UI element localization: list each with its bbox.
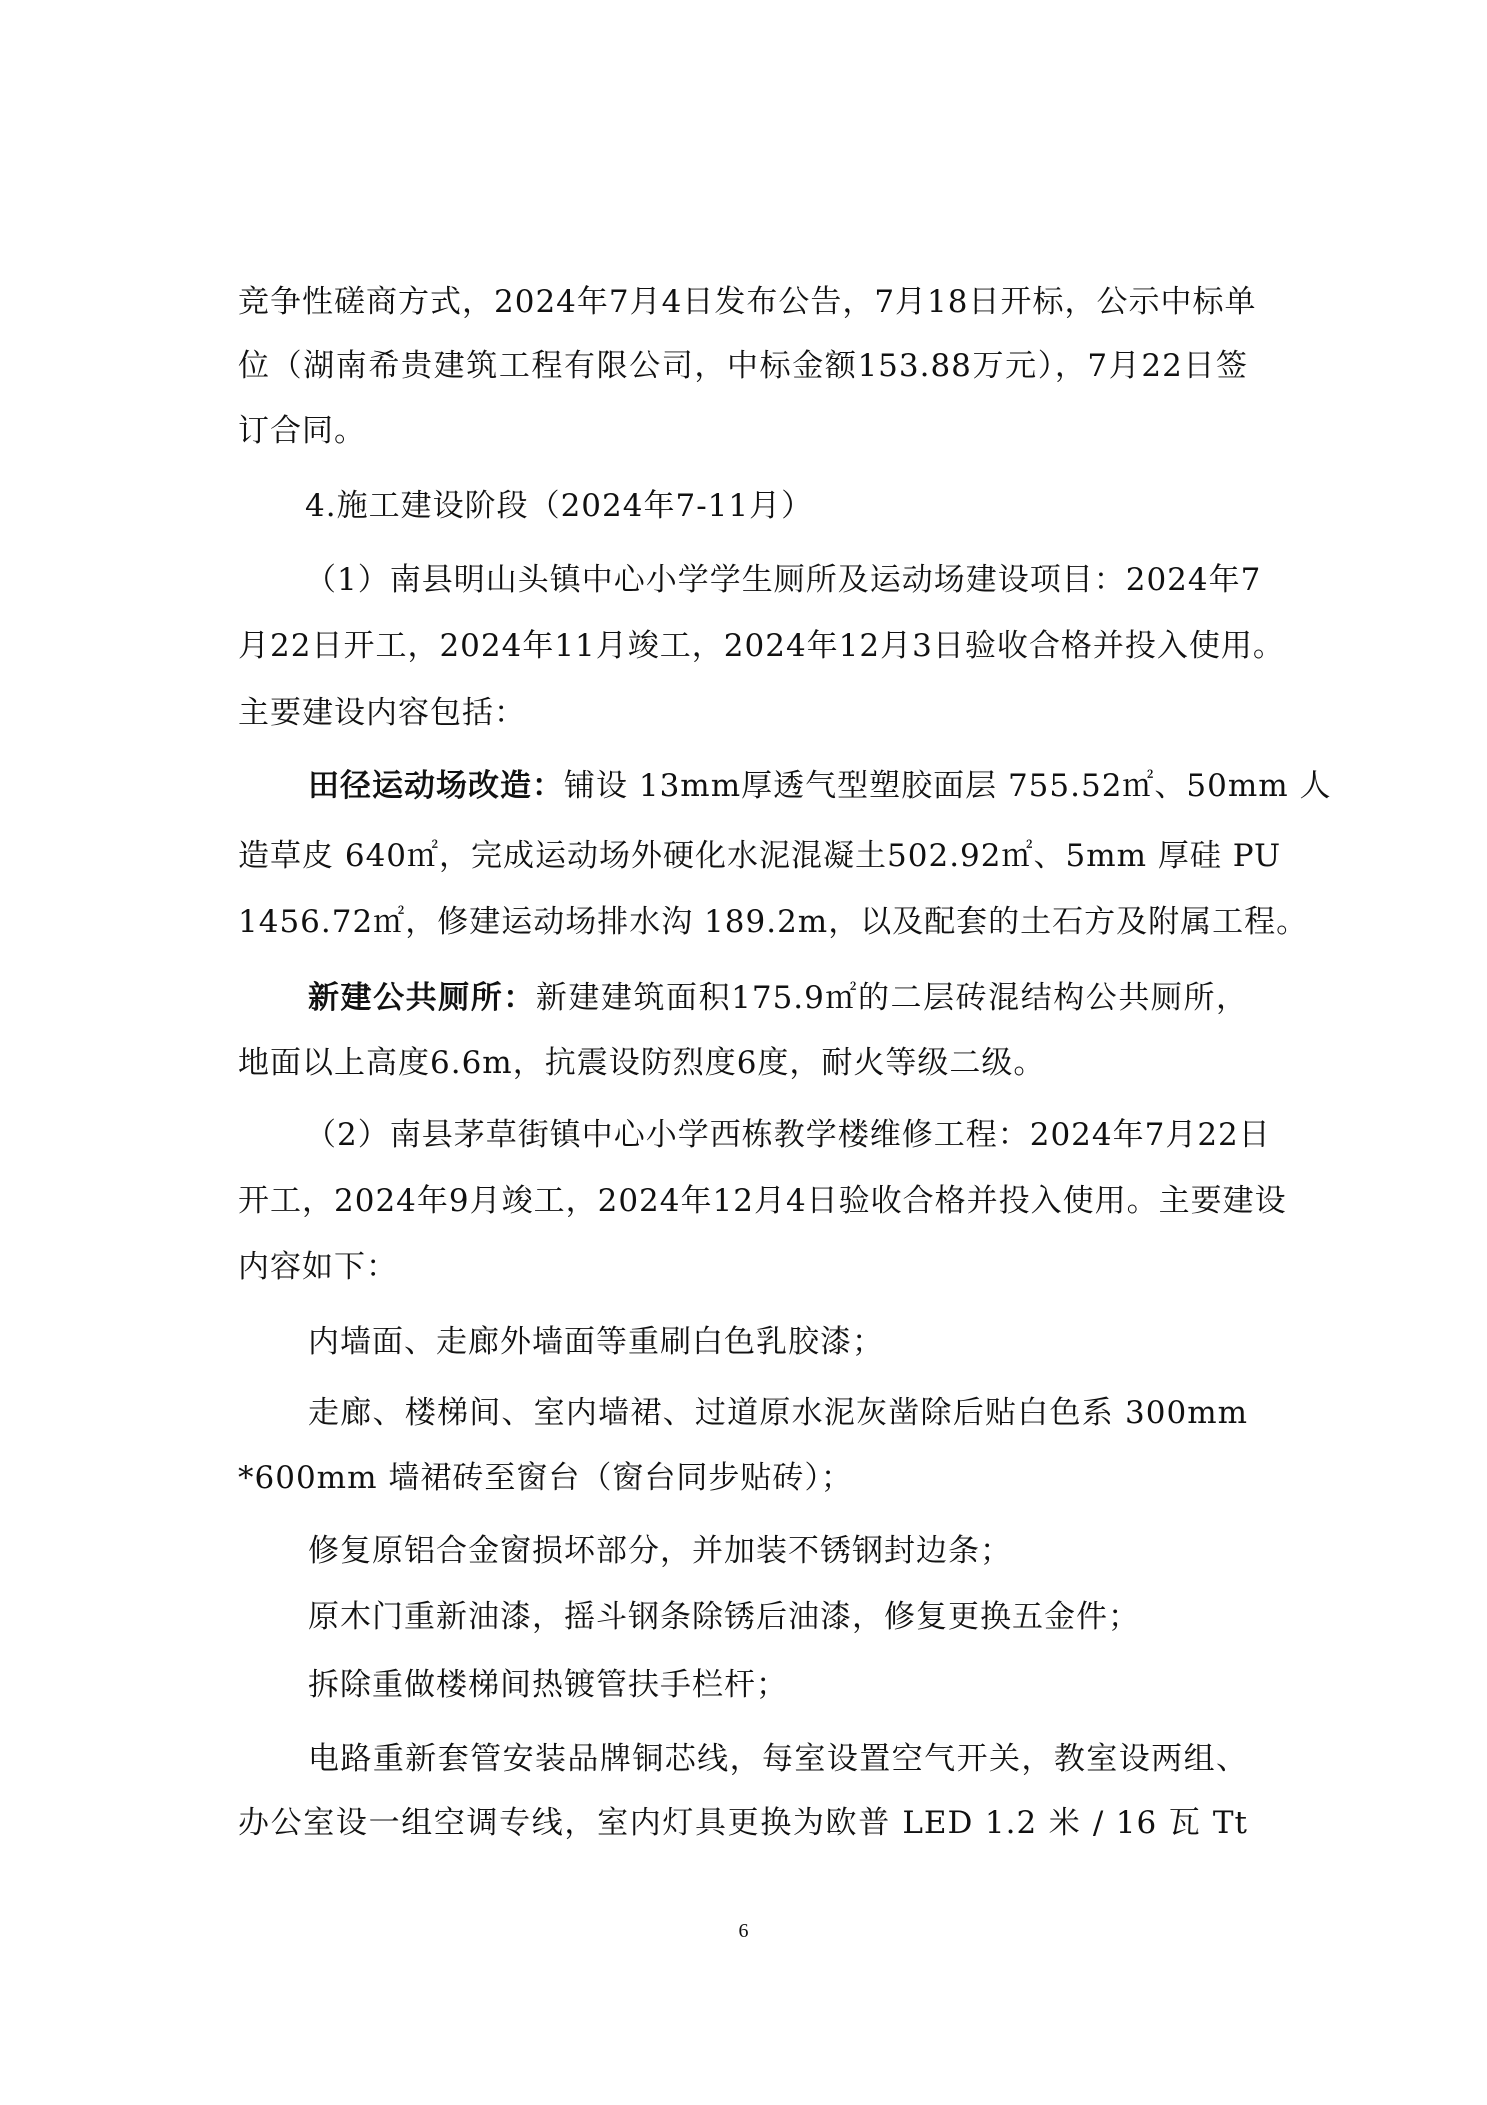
toilet-line [308,978,1248,1018]
toilet-text: 新建建筑面积175.9㎡的二层砖混结构公共厕所， [535,980,1249,1016]
works-item: 走廊、楼梯间、室内墙裙、过道原水泥灰凿除后贴白色系 300mm [308,1395,1248,1431]
works-item: 电路重新套管安装品牌铜芯线，每室设置空气开关，教室设两组、 [308,1741,1248,1777]
works-item: 内墙面、走廊外墙面等重刷白色乳胶漆； [308,1324,884,1360]
works-item: 拆除重做楼梯间热镀管扶手栏杆； [308,1667,788,1703]
track-field-label: 田径运动场改造： [308,768,564,804]
item-1-line: （1）南县明山头镇中心小学学生厕所及运动场建设项目：2024年7 [305,562,1262,598]
works-item: 原木门重新油漆，摇斗钢条除锈后油漆，修复更换五金件； [308,1599,1140,1635]
item-2-line: 内容如下： [238,1249,398,1285]
track-field-line [308,766,1332,806]
item-1-line: 主要建设内容包括： [238,695,526,731]
works-item: 办公室设一组空调专线，室内灯具更换为欧普 LED 1.2 米 / 16 瓦 Tt [238,1805,1248,1841]
paragraph-line: 订合同。 [238,413,366,449]
works-item: *600mm 墙裙砖至窗台（窗台同步贴砖）； [238,1460,853,1496]
track-field-text: 铺设 13mm厚透气型塑胶面层 755.52㎡、50mm 人 [564,768,1332,804]
paragraph-line: 位（湖南希贵建筑工程有限公司，中标金额153.88万元），7月22日签 [238,348,1248,384]
toilet-line: 地面以上高度6.6m，抗震设防烈度6度，耐火等级二级。 [238,1045,1046,1081]
item-2-line: 开工，2024年9月竣工，2024年12月4日验收合格并投入使用。主要建设 [238,1183,1287,1219]
page-number: 6 [738,1920,749,1942]
item-2-line: （2）南县茅草街镇中心小学西栋教学楼维修工程：2024年7月22日 [305,1117,1271,1153]
paragraph-line: 竞争性磋商方式，2024年7月4日发布公告，7月18日开标，公示中标单 [238,284,1257,320]
track-field-line: 1456.72㎡，修建运动场排水沟 189.2m，以及配套的土石方及附属工程。 [238,904,1309,940]
track-field-line: 造草皮 640㎡，完成运动场外硬化水泥混凝土502.92㎡、5mm 厚硅 PU [238,838,1282,874]
item-1-line: 月22日开工，2024年11月竣工，2024年12月3日验收合格并投入使用。 [238,628,1285,664]
section-heading: 4.施工建设阶段（2024年7-11月） [305,488,814,524]
works-item: 修复原铝合金窗损坏部分，并加装不锈钢封边条； [308,1533,1012,1569]
toilet-label: 新建公共厕所： [308,980,536,1016]
